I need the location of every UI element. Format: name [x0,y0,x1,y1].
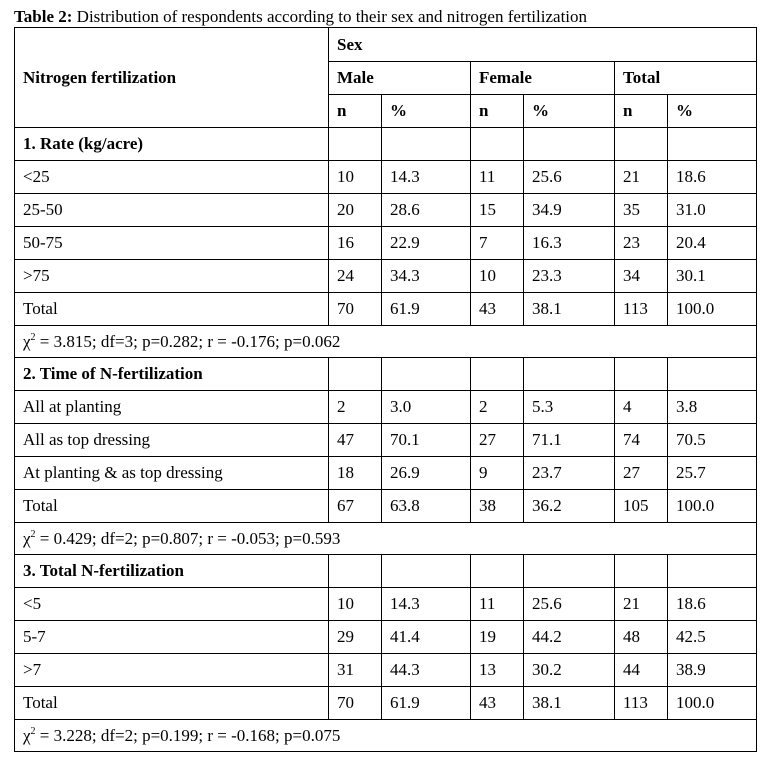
value-cell: 70.1 [382,424,471,457]
empty-cell [382,555,471,588]
stat-row [15,720,757,752]
value-cell: 43 [471,687,524,720]
value-cell: 48 [615,621,668,654]
row-title-header: Nitrogen fertilization [15,28,329,128]
row-label: Total [15,293,329,326]
value-cell: 14.3 [382,588,471,621]
table-row [15,457,757,490]
section-title: 2. Time of N-fertilization [15,358,329,391]
value-cell: 10 [471,260,524,293]
value-cell: 70 [329,293,382,326]
chi-square-stat [15,523,757,555]
table-row [15,621,757,654]
empty-cell [524,128,615,161]
distribution-table [14,27,757,752]
value-cell: 29 [329,621,382,654]
value-cell: 74 [615,424,668,457]
row-label: Total [15,687,329,720]
value-cell: 100.0 [668,293,757,326]
value-cell: 20 [329,194,382,227]
value-cell: 3.0 [382,391,471,424]
value-cell: 34.3 [382,260,471,293]
row-label: 5-7 [15,621,329,654]
value-cell: 100.0 [668,490,757,523]
value-cell: 18.6 [668,161,757,194]
value-cell: 26.9 [382,457,471,490]
table-row [15,194,757,227]
value-cell: 16.3 [524,227,615,260]
row-label: >7 [15,654,329,687]
value-cell: 9 [471,457,524,490]
chi-square-stat [15,326,757,358]
stat-row [15,326,757,358]
section-title: 3. Total N-fertilization [15,555,329,588]
pct-header: % [382,95,471,128]
value-cell: 23.3 [524,260,615,293]
row-label: 50-75 [15,227,329,260]
empty-cell [382,358,471,391]
n-header: n [329,95,382,128]
empty-cell [615,358,668,391]
value-cell: 27 [471,424,524,457]
value-cell: 25.6 [524,588,615,621]
empty-cell [615,555,668,588]
value-cell: 38.1 [524,293,615,326]
value-cell: 63.8 [382,490,471,523]
value-cell: 27 [615,457,668,490]
value-cell: 41.4 [382,621,471,654]
value-cell: 21 [615,161,668,194]
caption-text: Distribution of respondents according to their sex and nitrogen fertilization [76,7,588,26]
chi-power: 2 [30,528,36,540]
value-cell: 13 [471,654,524,687]
value-cell: 22.9 [382,227,471,260]
value-cell: 67 [329,490,382,523]
section-header-row [15,358,757,391]
value-cell: 25.7 [668,457,757,490]
stat-text: = 0.429; df=2; p=0.807; r = -0.053; p=0.593 [39,528,341,548]
group-header-male: Male [329,62,471,95]
value-cell: 42.5 [668,621,757,654]
chi-symbol: χ [23,528,31,548]
value-cell: 44.3 [382,654,471,687]
empty-cell [668,555,757,588]
value-cell: 11 [471,161,524,194]
empty-cell [668,128,757,161]
section-title: 1. Rate (kg/acre) [15,128,329,161]
empty-cell [615,128,668,161]
row-label: Total [15,490,329,523]
value-cell: 7 [471,227,524,260]
row-label: All as top dressing [15,424,329,457]
chi-power: 2 [30,725,36,737]
table-caption [14,7,587,27]
table-row [15,424,757,457]
chi-power: 2 [30,331,36,343]
row-label: At planting & as top dressing [15,457,329,490]
value-cell: 61.9 [382,687,471,720]
value-cell: 18.6 [668,588,757,621]
value-cell: 20.4 [668,227,757,260]
table-row [15,227,757,260]
pct-header: % [668,95,757,128]
table-row [15,654,757,687]
stat-row [15,523,757,555]
value-cell: 19 [471,621,524,654]
value-cell: 47 [329,424,382,457]
row-label: All at planting [15,391,329,424]
pct-header: % [524,95,615,128]
value-cell: 31 [329,654,382,687]
group-header-total: Total [615,62,757,95]
value-cell: 5.3 [524,391,615,424]
value-cell: 14.3 [382,161,471,194]
value-cell: 30.1 [668,260,757,293]
table-row [15,161,757,194]
empty-cell [471,358,524,391]
empty-cell [471,555,524,588]
value-cell: 61.9 [382,293,471,326]
row-label: <5 [15,588,329,621]
chi-symbol: χ [23,331,31,351]
value-cell: 3.8 [668,391,757,424]
n-header: n [615,95,668,128]
empty-cell [668,358,757,391]
value-cell: 44.2 [524,621,615,654]
empty-cell [329,555,382,588]
value-cell: 28.6 [382,194,471,227]
caption-label: Table 2: [14,7,73,26]
value-cell: 25.6 [524,161,615,194]
value-cell: 70 [329,687,382,720]
value-cell: 36.2 [524,490,615,523]
sex-header: Sex [329,28,757,62]
value-cell: 30.2 [524,654,615,687]
value-cell: 43 [471,293,524,326]
value-cell: 113 [615,293,668,326]
table-row [15,687,757,720]
stat-text: = 3.228; df=2; p=0.199; r = -0.168; p=0.075 [39,725,341,745]
row-label: >75 [15,260,329,293]
value-cell: 10 [329,588,382,621]
value-cell: 38.9 [668,654,757,687]
empty-cell [471,128,524,161]
empty-cell [329,128,382,161]
value-cell: 100.0 [668,687,757,720]
value-cell: 24 [329,260,382,293]
stat-text: = 3.815; df=3; p=0.282; r = -0.176; p=0.062 [39,331,341,351]
empty-cell [524,358,615,391]
table-row [15,293,757,326]
value-cell: 23.7 [524,457,615,490]
row-label: <25 [15,161,329,194]
chi-square-stat [15,720,757,752]
table-row [15,260,757,293]
value-cell: 11 [471,588,524,621]
value-cell: 21 [615,588,668,621]
group-header-female: Female [471,62,615,95]
value-cell: 31.0 [668,194,757,227]
value-cell: 38 [471,490,524,523]
empty-cell [329,358,382,391]
value-cell: 44 [615,654,668,687]
value-cell: 105 [615,490,668,523]
value-cell: 10 [329,161,382,194]
value-cell: 2 [471,391,524,424]
n-header: n [471,95,524,128]
value-cell: 34.9 [524,194,615,227]
value-cell: 16 [329,227,382,260]
empty-cell [524,555,615,588]
value-cell: 34 [615,260,668,293]
section-header-row [15,128,757,161]
value-cell: 70.5 [668,424,757,457]
chi-symbol: χ [23,725,31,745]
value-cell: 113 [615,687,668,720]
section-header-row [15,555,757,588]
empty-cell [382,128,471,161]
value-cell: 2 [329,391,382,424]
table-row [15,490,757,523]
row-label: 25-50 [15,194,329,227]
value-cell: 23 [615,227,668,260]
value-cell: 18 [329,457,382,490]
table-row [15,391,757,424]
value-cell: 71.1 [524,424,615,457]
table-row [15,588,757,621]
value-cell: 4 [615,391,668,424]
value-cell: 38.1 [524,687,615,720]
value-cell: 15 [471,194,524,227]
value-cell: 35 [615,194,668,227]
